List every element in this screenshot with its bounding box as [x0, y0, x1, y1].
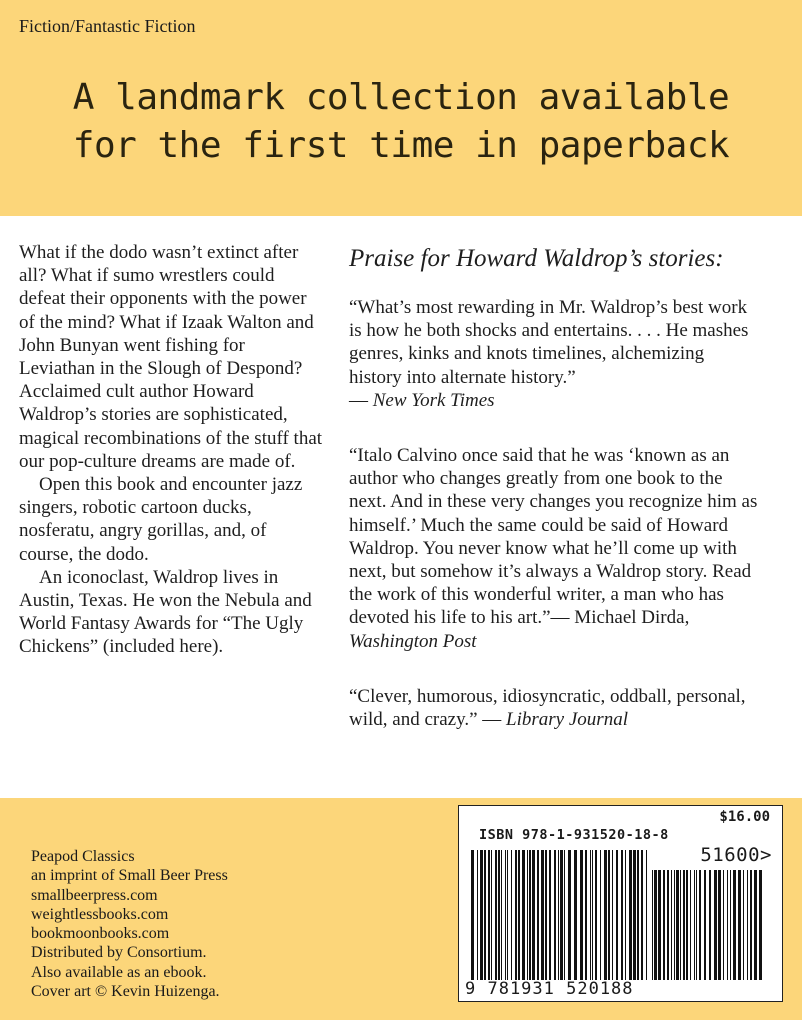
headline	[0, 74, 802, 170]
quote-nyt	[349, 296, 759, 412]
barcode-main-bars	[471, 850, 649, 980]
imprint-line: Distributed by Consortium.	[31, 944, 207, 962]
quote-lj-text: “Clever, humorous, idiosyncratic, oddball, personal, wild, and crazy.” —	[349, 685, 746, 731]
praise-heading: Praise for Howard Waldrop’s stories:	[349, 245, 724, 272]
price-label: $16.00	[719, 809, 770, 825]
barcode-box	[458, 805, 783, 1002]
quote-nyt-source: New York Times	[372, 389, 495, 411]
price-code: 51600>	[700, 844, 772, 866]
quote-nyt-dash: —	[349, 389, 373, 411]
headline-line-1: A landmark collection available	[72, 77, 730, 118]
quote-lj-source: Library Journal	[506, 709, 628, 731]
description-paragraph-3: An iconoclast, Waldrop lives in Austin, Texas. He won the Nebula and World Fantasy Awards for “The Ugly Chickens” (included here).	[19, 566, 312, 658]
top-band	[0, 0, 802, 216]
imprint-line: an imprint of Small Beer Press	[31, 867, 228, 885]
publisher-imprint	[31, 847, 331, 1001]
imprint-line: Also available as an ebook.	[31, 963, 207, 981]
quote-nyt-text: “What’s most rewarding in Mr. Waldrop’s best work is how he both shocks and entertains. . . . He mashes genres, kinks and knots timelines, alchemizing history into alternate history.”	[349, 297, 749, 388]
book-description	[19, 241, 324, 659]
imprint-line: Peapod Classics	[31, 848, 135, 865]
quote-dirda-source: Washington Post	[349, 630, 477, 652]
barcode-addon-bars	[652, 870, 762, 980]
isbn-label: ISBN 978-1-931520-18-8	[479, 827, 669, 843]
headline-line-2: for the first time in paperback	[72, 125, 730, 166]
barcode-digits: 9 781931 520188	[465, 979, 634, 999]
description-paragraph-2: Open this book and encounter jazz singers, robotic cartoon ducks, nosferatu, angry gorillas, and, of course, the dodo.	[19, 474, 303, 565]
quote-dirda-text: “Italo Calvino once said that he was ‘known as an author who changes greatly from one book to the next. And in these very changes you recognize him as himself.’ Much the same could be said of Howard Waldrop. You never know what he’ll come up with next, but somehow it’s always a Waldrop story. Read the work of this wonderful writer, a man who has devoted his life to his art.”— Michael Dirda,	[349, 445, 758, 629]
imprint-line: bookmoonbooks.com	[31, 925, 170, 943]
description-paragraph-1: What if the dodo wasn’t extinct after all? What if sumo wrestlers could defeat their opponents with the power of the mind? What if Izaak Walton and John Bunyan went fishing for Leviathan in the Slough of Despond? Acclaimed cult author Howard Waldrop’s stories are sophisticated, magical recombinations of the stuff that our pop-culture dreams are made of.	[19, 242, 323, 472]
imprint-line: smallbeerpress.com	[31, 886, 158, 904]
category-label: Fiction/Fantastic Fiction	[19, 16, 196, 36]
praise-section	[349, 244, 759, 753]
imprint-line: Cover art © Kevin Huizenga.	[31, 983, 220, 1001]
quote-dirda	[349, 444, 759, 653]
imprint-line: weightlessbooks.com	[31, 905, 169, 923]
quote-lj	[349, 685, 759, 731]
